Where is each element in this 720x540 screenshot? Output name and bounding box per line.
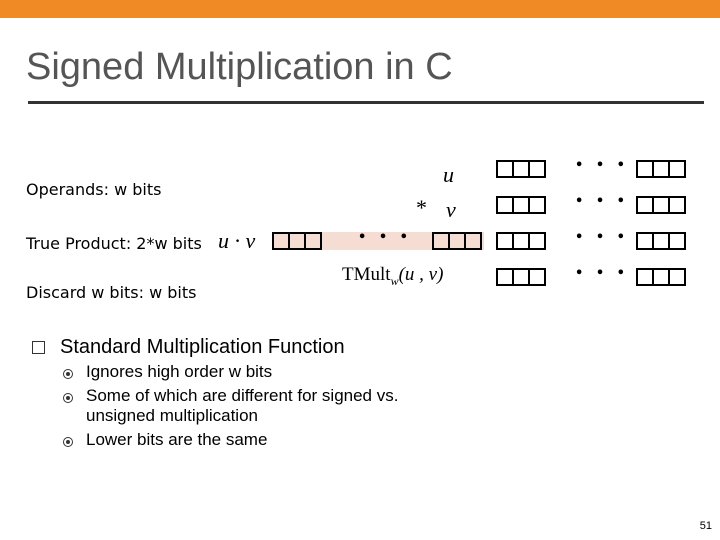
bit-cell [464,232,482,250]
ellipsis: • • • [575,230,629,245]
bit-cell [528,268,546,286]
operands-label: Operands: w bits [26,180,162,199]
multiply-symbol: * [416,195,427,220]
discard-label: Discard w bits: w bits [26,283,197,302]
main-bullet: Standard Multiplication Function [60,336,345,358]
sub-bullet-2: Some of which are different for signed vs. unsigned multiplication [86,386,399,425]
sub-bullet-3: Lower bits are the same [86,430,268,449]
top-accent-bar [0,0,720,18]
ellipsis: • • • [575,266,629,281]
bit-cell [668,268,686,286]
ellipsis: • • • [358,230,412,245]
tmult-label: TMult$_w$(u , v) [342,264,444,288]
operand-v: v [446,197,456,222]
bit-cell [528,160,546,178]
ellipsis: • • • [575,194,629,209]
bit-cell [528,232,546,250]
ellipsis: • • • [575,158,629,173]
operand-u: u [443,162,454,187]
bit-cell [668,232,686,250]
bit-cell [304,232,322,250]
title-divider [28,101,704,104]
sub-bullet-icon [63,437,73,447]
bit-cell [668,160,686,178]
true-product-label: True Product: 2*w bits [26,234,202,253]
slide-title: Signed Multiplication in C [26,46,453,88]
sub-bullet-1: Ignores high order w bits [86,362,273,381]
sub-bullet-icon [63,393,73,403]
checkbox-bullet-icon [32,341,45,354]
product-uv: u · v [218,228,256,253]
page-number: 51 [699,520,712,532]
bit-cell [668,196,686,214]
bit-cell [528,196,546,214]
sub-bullet-icon [63,369,73,379]
